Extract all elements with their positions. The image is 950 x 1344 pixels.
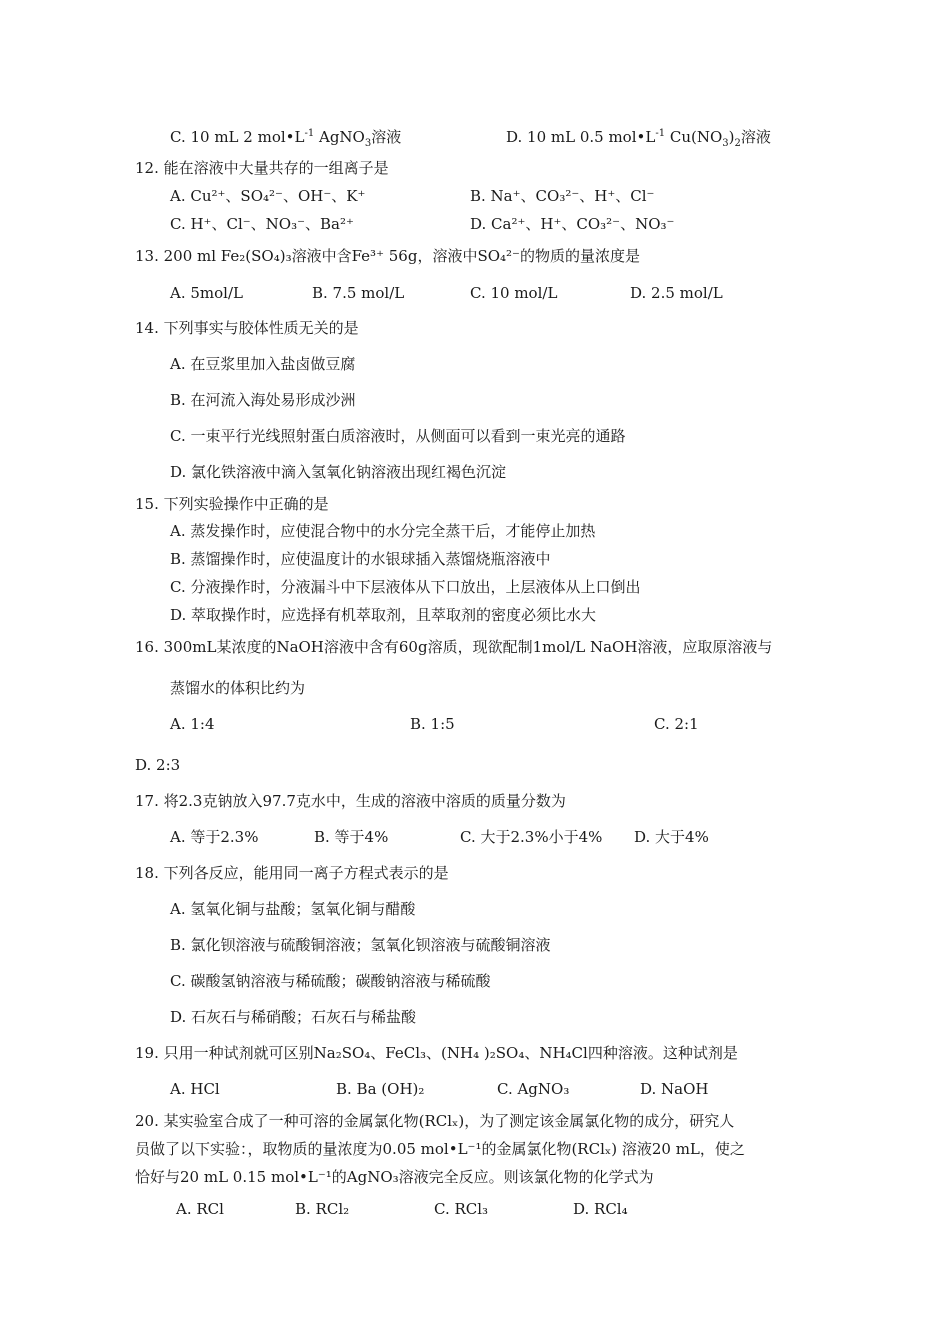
q17-option-c: C. 大于2.3%小于4%	[460, 828, 603, 846]
q19-option-b: B. Ba (OH)₂	[336, 1080, 425, 1098]
q12-option-a: A. Cu²⁺、SO₄²⁻、OH⁻、K⁺	[170, 187, 366, 205]
q13-option-c: C. 10 mol/L	[470, 284, 558, 302]
q18-option-d: D. 石灰石与稀硝酸；石灰石与稀盐酸	[170, 1008, 417, 1026]
q20-stem-line-1: 20. 某实验室合成了一种可溶的金属氯化物(RClₓ)，为了测定该金属氯化物的成分，研究人	[135, 1112, 735, 1130]
q14-option-c: C. 一束平行光线照射蛋白质溶液时，从侧面可以看到一束光亮的通路	[170, 427, 626, 445]
q16-option-b: B. 1:5	[410, 715, 455, 733]
q16-stem: 16. 300mL某浓度的NaOH溶液中含有60g溶质，现欲配制1mol/L NaOH溶液，应取原溶液与	[135, 638, 773, 656]
q13-option-b: B. 7.5 mol/L	[312, 284, 405, 302]
q16-option-a: A. 1:4	[170, 715, 215, 733]
q15-stem: 15. 下列实验操作中正确的是	[135, 495, 329, 513]
q19-option-c: C. AgNO₃	[497, 1080, 570, 1098]
q15-option-d: D. 萃取操作时，应选择有机萃取剂，且萃取剂的密度必须比水大	[170, 606, 597, 624]
q12-option-b: B. Na⁺、CO₃²⁻、H⁺、Cl⁻	[470, 187, 655, 205]
q19-option-d: D. NaOH	[640, 1080, 709, 1098]
q13-option-a: A. 5mol/L	[170, 284, 243, 302]
q20-stem-line-3: 恰好与20 mL 0.15 mol•L⁻¹的AgNO₃溶液完全反应。则该氯化物的化学式为	[135, 1168, 654, 1186]
q18-option-b: B. 氯化钡溶液与硫酸铜溶液；氢氧化钡溶液与硫酸铜溶液	[170, 936, 551, 954]
q14-stem: 14. 下列事实与胶体性质无关的是	[135, 319, 359, 337]
q12-option-c: C. H⁺、Cl⁻、NO₃⁻、Ba²⁺	[170, 215, 354, 233]
q15-option-b: B. 蒸馏操作时，应使温度计的水银球插入蒸馏烧瓶溶液中	[170, 550, 551, 568]
q12-option-d: D. Ca²⁺、H⁺、CO₃²⁻、NO₃⁻	[470, 215, 675, 233]
q14-option-d: D. 氯化铁溶液中滴入氢氧化钠溶液出现红褐色沉淀	[170, 463, 507, 481]
q20-option-b: B. RCl₂	[295, 1200, 350, 1218]
q17-option-b: B. 等于4%	[314, 828, 389, 846]
q13-stem: 13. 200 ml Fe₂(SO₄)₃溶液中含Fe³⁺ 56g，溶液中SO₄²⁻的物质的量浓度是	[135, 247, 640, 265]
q18-option-a: A. 氢氧化铜与盐酸；氢氧化铜与醋酸	[170, 900, 416, 918]
q17-option-a: A. 等于2.3%	[170, 828, 259, 846]
q11-option-d: D. 10 mL 0.5 $mol•L^{-1}$ $Cu(NO_3)_2$溶液	[506, 128, 771, 149]
q16-option-d: D. 2:3	[135, 756, 181, 774]
q18-stem: 18. 下列各反应，能用同一离子方程式表示的是	[135, 864, 449, 882]
q20-stem-line-2: 员做了以下实验：，取物质的量浓度为0.05 mol•L⁻¹的金属氯化物(RClₓ) 溶液20 mL，使之	[135, 1140, 745, 1158]
q20-option-d: D. RCl₄	[573, 1200, 628, 1218]
q16-option-c: C. 2:1	[654, 715, 699, 733]
q19-option-a: A. HCl	[170, 1080, 220, 1098]
q20-option-a: A. RCl	[176, 1200, 224, 1218]
q20-option-c: C. RCl₃	[434, 1200, 489, 1218]
q14-option-b: B. 在河流入海处易形成沙洲	[170, 391, 356, 409]
q17-option-d: D. 大于4%	[634, 828, 709, 846]
q12-stem: 12. 能在溶液中大量共存的一组离子是	[135, 159, 389, 177]
q13-option-d: D. 2.5 mol/L	[630, 284, 723, 302]
q16-stem-continued: 蒸馏水的体积比约为	[170, 679, 306, 697]
q18-option-c: C. 碳酸氢钠溶液与稀硫酸；碳酸钠溶液与稀硫酸	[170, 972, 491, 990]
q19-stem: 19. 只用一种试剂就可区别Na₂SO₄、FeCl₃、(NH₄ )₂SO₄、NH₄Cl四种溶液。这种试剂是	[135, 1044, 738, 1062]
q14-option-a: A. 在豆浆里加入盐卤做豆腐	[170, 355, 356, 373]
q15-option-c: C. 分液操作时，分液漏斗中下层液体从下口放出，上层液体从上口倒出	[170, 578, 641, 596]
q17-stem: 17. 将2.3克钠放入97.7克水中，生成的溶液中溶质的质量分数为	[135, 792, 566, 810]
q15-option-a: A. 蒸发操作时，应使混合物中的水分完全蒸干后，才能停止加热	[170, 522, 596, 540]
q11-option-c: C. 10 mL 2 $mol•L^{-1}$ AgNO$_3$溶液	[170, 128, 402, 149]
